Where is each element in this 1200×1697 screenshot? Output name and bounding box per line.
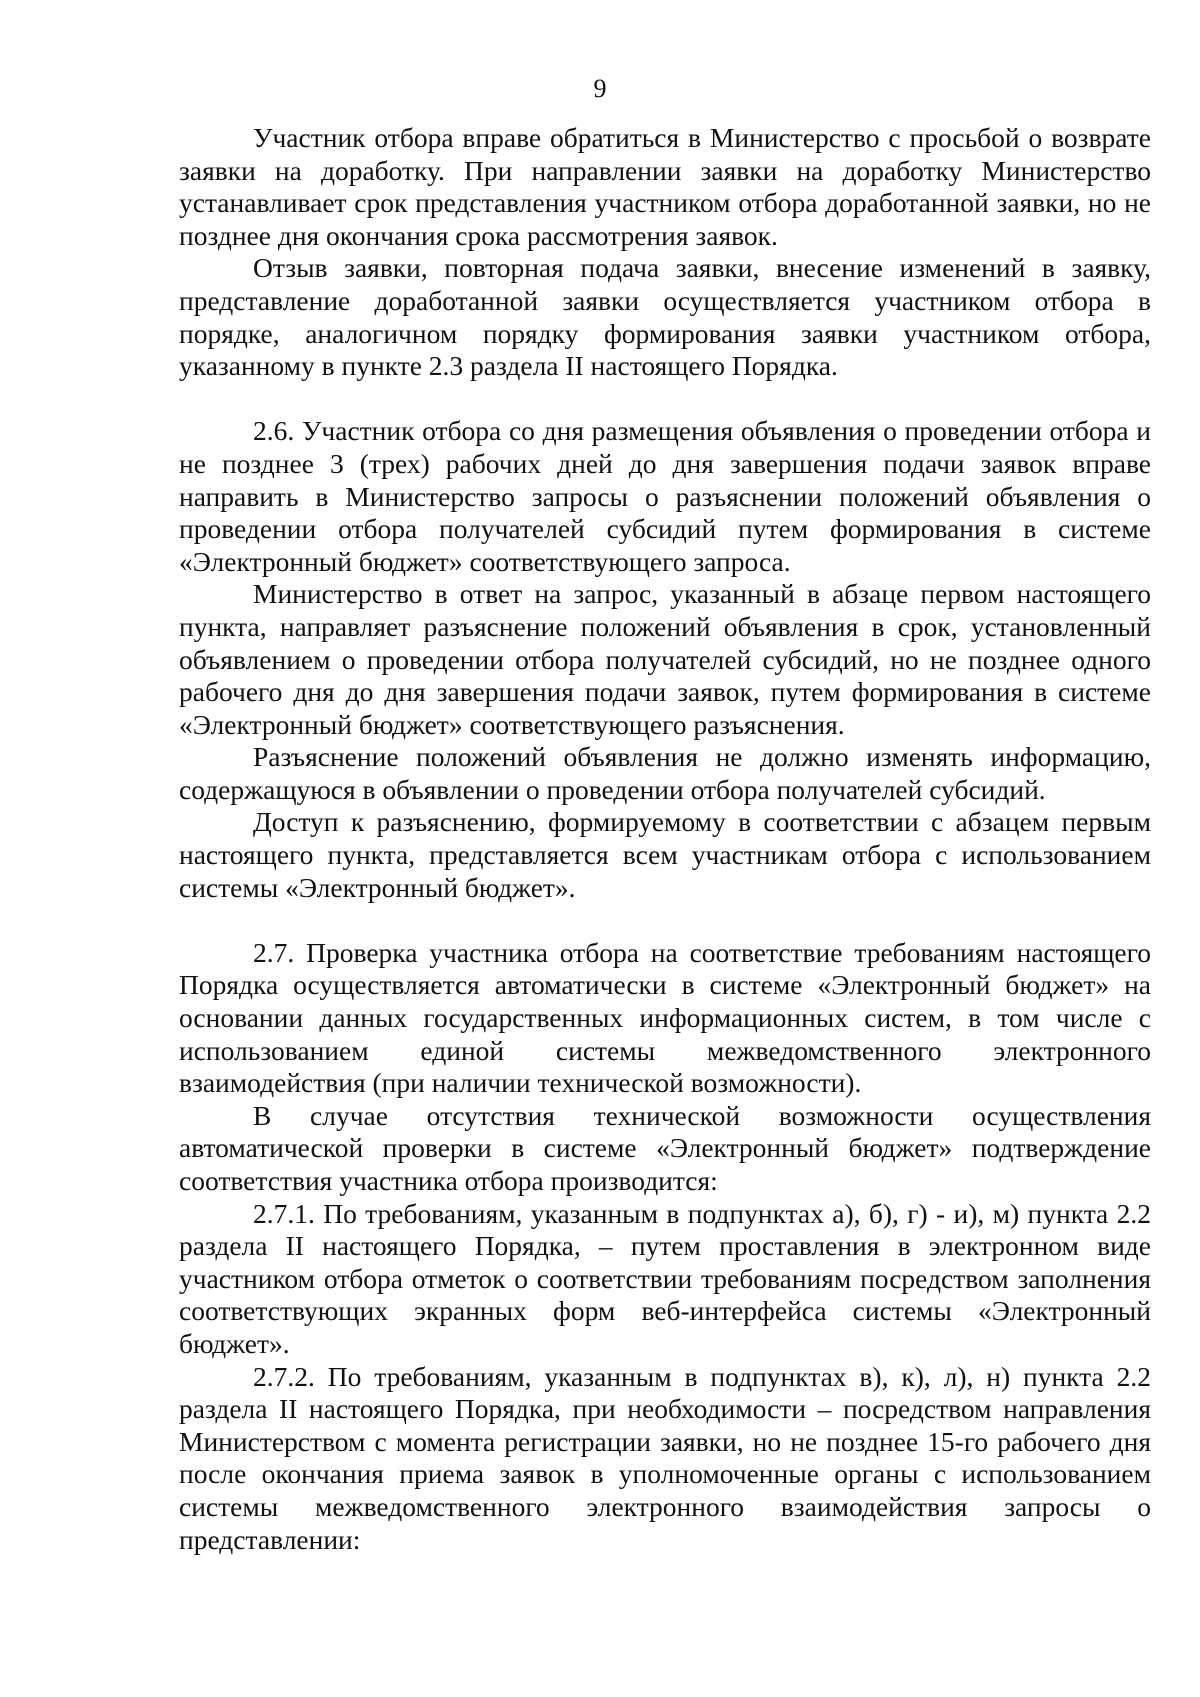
page-number: 9 — [593, 74, 607, 103]
document-body — [179, 122, 1151, 1556]
paragraph-clarification-access: Доступ к разъяснению, формируемому в соответствии с абзацем первым настоящего пункта, представляется всем участникам отбора с использованием системы «Электронный бюджет». — [179, 806, 1151, 903]
paragraph-withdrawal: Отзыв заявки, повторная подача заявки, внесение изменений в заявку, представление доработанной заявки осуществляется участником отбора в порядке, аналогичном порядку формирования заявки участником отбора, указанному в пункте 2.3 раздела II настоящего Порядка. — [179, 252, 1151, 382]
paragraph-2-7-1: 2.7.1. По требованиям, указанным в подпунктах а), б), г) - и), м) пункта 2.2 раздела II настоящего Порядка, – путем проставления в электронном виде участником отбора отметок о соответствии требованиям посредством заполнения соответствующих экранных форм веб-интерфейса системы «Электронный бюджет». — [179, 1197, 1151, 1359]
paragraph-return-request: Участник отбора вправе обратиться в Министерство с просьбой о возврате заявки на доработку. При направлении заявки на доработку Министерство устанавливает срок представления участником отбора доработанной заявки, но не позднее дня окончания срока рассмотрения заявок. — [179, 122, 1151, 251]
paragraph-2-6: 2.6. Участник отбора со дня размещения объявления о проведении отбора и не позднее 3 (трех) рабочих дней до дня завершения подачи заявок вправе направить в Министерство запросы о разъяснении положений объявления о проведении отбора получателей субсидий путем формирования в системе «Электронный бюджет» соответствующего запроса. — [179, 415, 1151, 577]
paragraph-2-7-2: 2.7.2. По требованиям, указанным в подпунктах в), к), л), н) пункта 2.2 раздела II настоящего Порядка, при необходимости – посредством направления Министерством с момента регистрации заявки, но не позднее 15-го рабочего дня после окончания приема заявок в уполномоченные органы с использованием системы межведомственного электронного взаимодействия запросы о представлении: — [179, 1360, 1151, 1555]
paragraph-2-7: 2.7. Проверка участника отбора на соответствие требованиям настоящего Порядка осуществляется автоматически в системе «Электронный бюджет» на основании данных государственных информационных систем, в том числе с использованием единой системы межведомственного электронного взаимодействия (при наличии технической возможности). — [179, 936, 1151, 1099]
paragraph-ministry-response: Министерство в ответ на запрос, указанный в абзаце первом настоящего пункта, направляет разъяснение положений объявления в срок, установленный объявлением о проведении отбора получателей субсидий, но не позднее одного рабочего дня до дня завершения подачи заявок, путем формирования в системе «Электронный бюджет» соответствующего разъяснения. — [179, 578, 1151, 740]
paragraph-clarification-limits: Разъяснение положений объявления не должно изменять информацию, содержащуюся в объявлении о проведении отбора получателей субсидий. — [179, 741, 1151, 805]
paragraph-no-technical-possibility: В случае отсутствия технической возможности осуществления автоматической проверки в системе «Электронный бюджет» подтверждение соответствия участника отбора производится: — [179, 1099, 1151, 1196]
